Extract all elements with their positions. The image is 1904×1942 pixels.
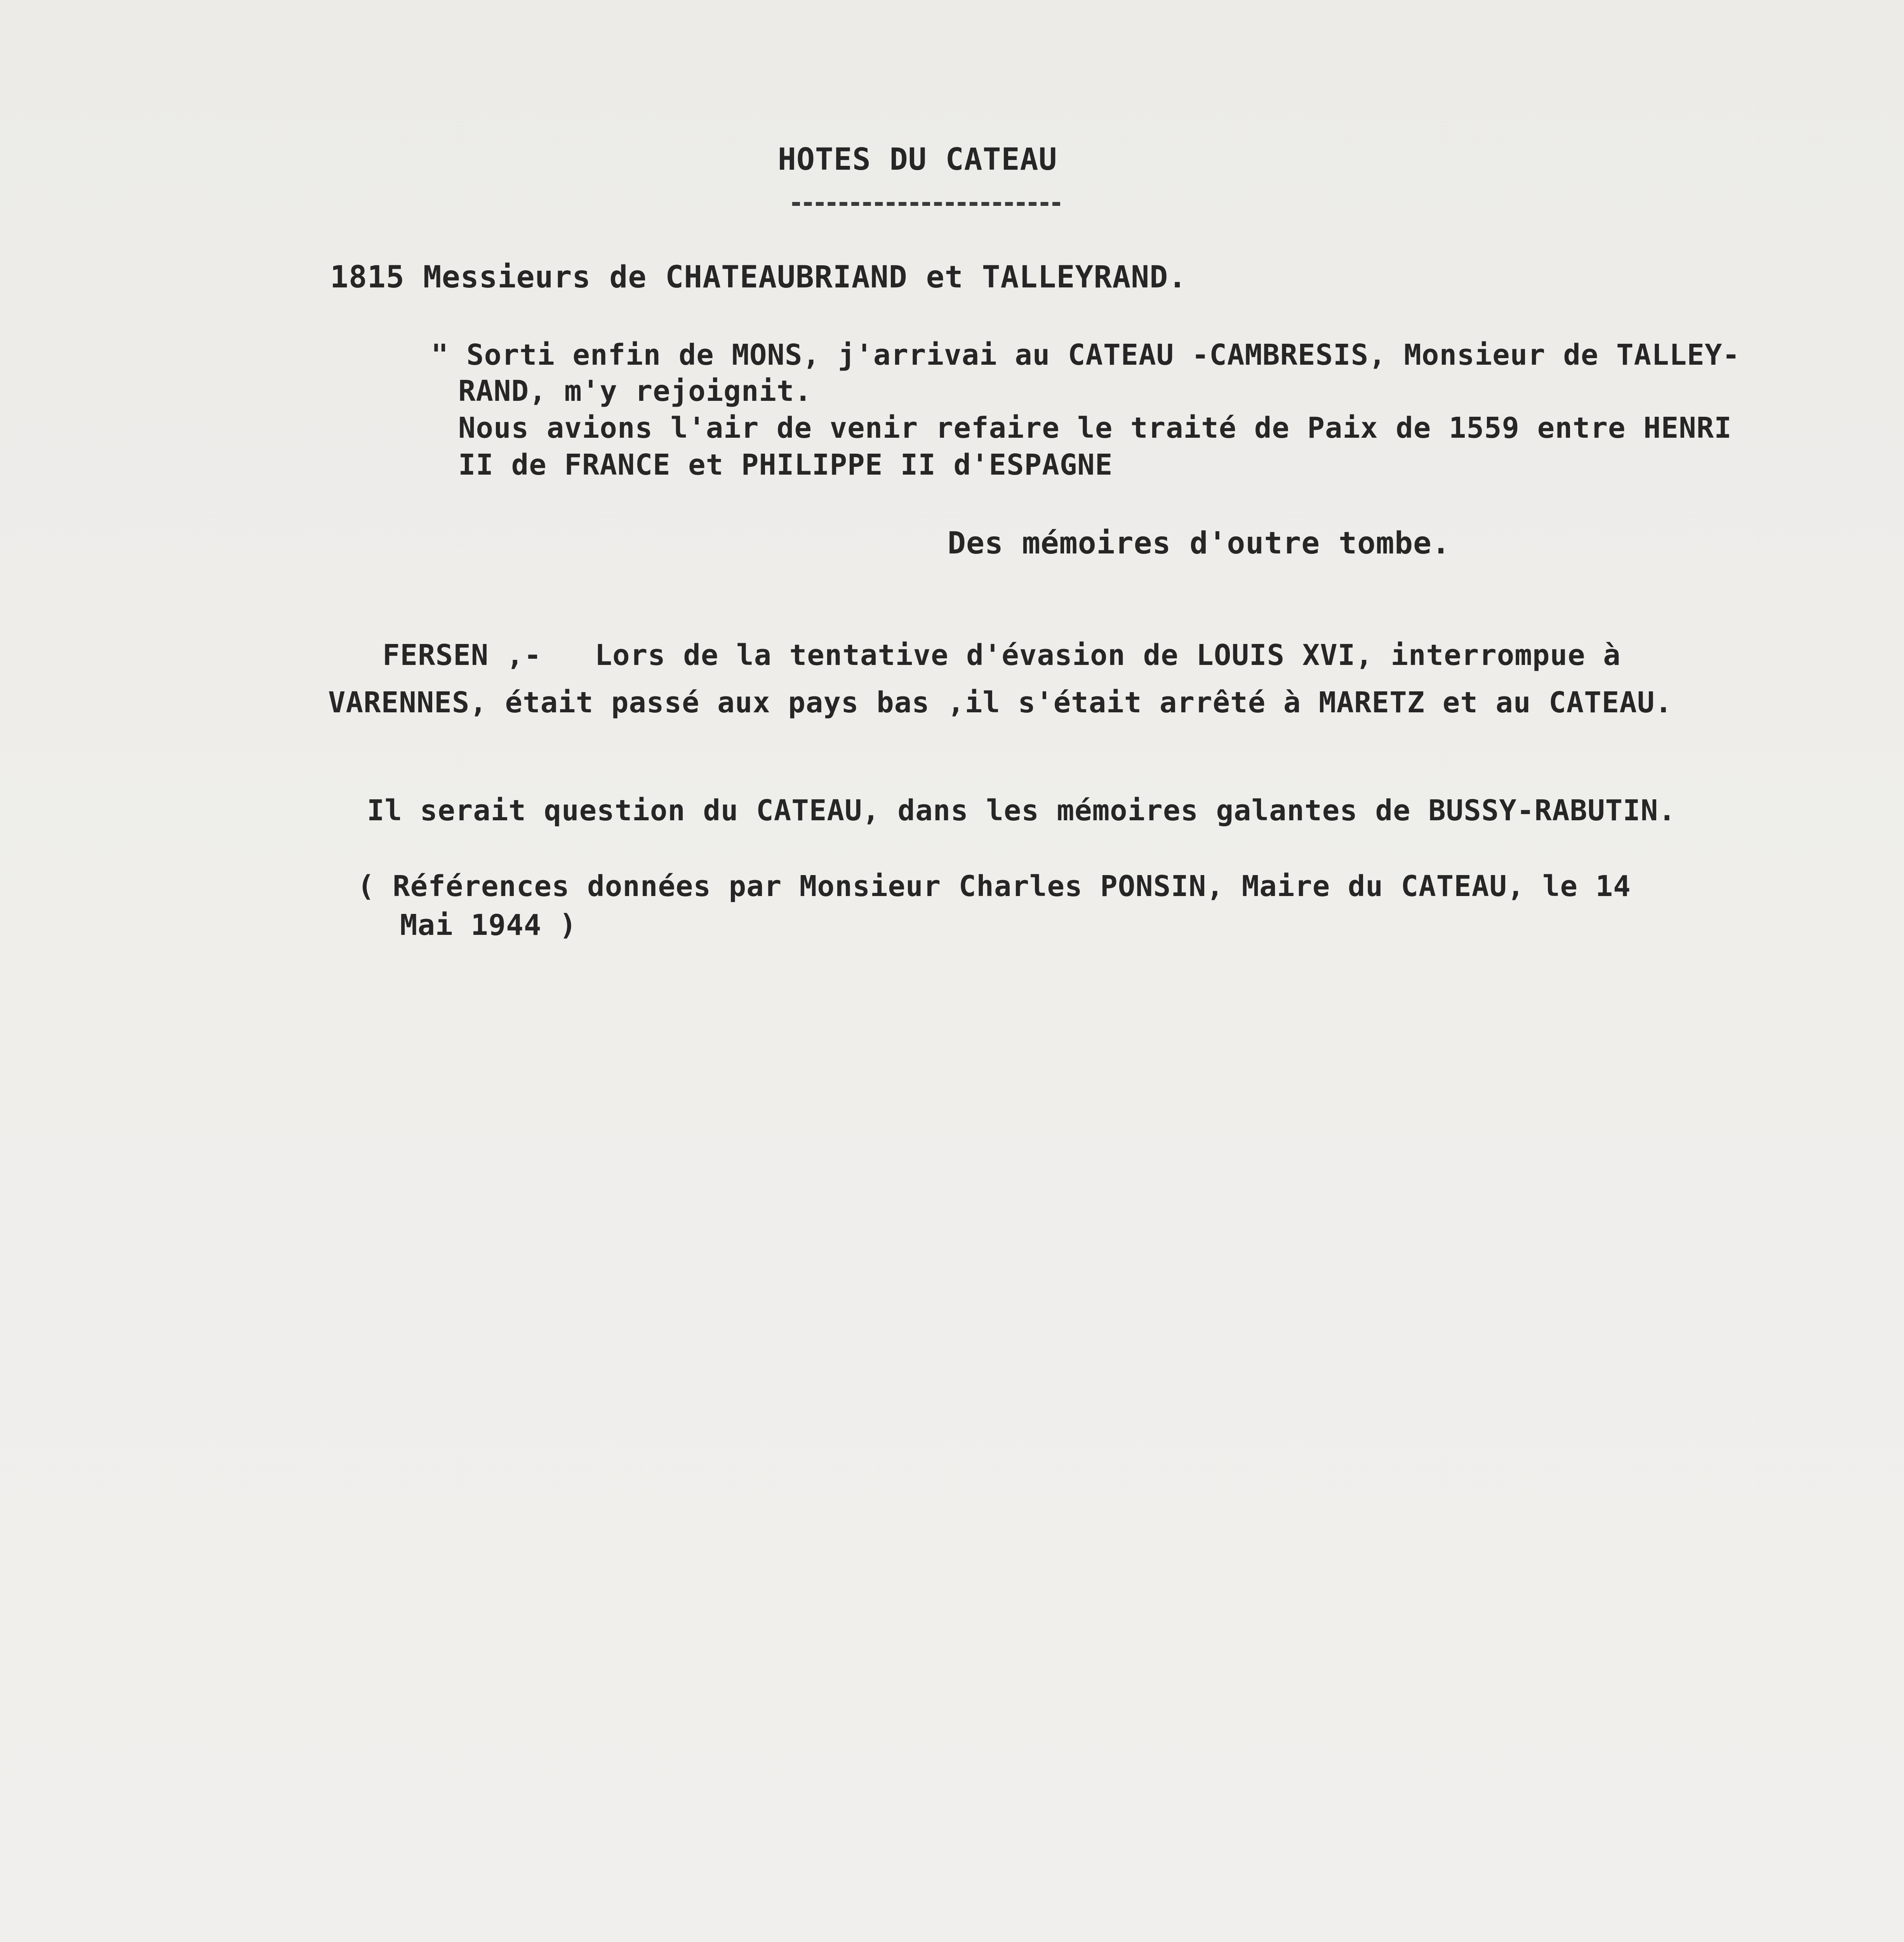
quote-line-1: " Sorti enfin de MONS, j'arrivai au CATEAU -CAMBRESIS, Monsieur de TALLEY-	[431, 338, 1740, 372]
title-underline	[792, 202, 1060, 206]
heading-1815: 1815 Messieurs de CHATEAUBRIAND et TALLEYRAND.	[330, 260, 1187, 295]
document-title: HOTES DU CATEAU	[778, 142, 1057, 177]
bussy-line: Il serait question du CATEAU, dans les mémoires galantes de BUSSY-RABUTIN.	[367, 794, 1676, 827]
quote-line-2: RAND, m'y rejoignit.	[458, 374, 812, 408]
fersen-line-2: VARENNES, était passé aux pays bas ,il s'était arrêté à MARETZ et au CATEAU.	[328, 686, 1673, 719]
quote-source: Des mémoires d'outre tombe.	[948, 526, 1450, 561]
references-line-1: ( Références données par Monsieur Charles PONSIN, Maire du CATEAU, le 14	[357, 870, 1631, 903]
references-line-2: Mai 1944 )	[400, 908, 577, 942]
quote-line-3: Nous avions l'air de venir refaire le traité de Paix de 1559 entre HENRI	[458, 411, 1732, 445]
quote-line-4: II de FRANCE et PHILIPPE II d'ESPAGNE	[458, 448, 1113, 482]
fersen-line-1: FERSEN ,- Lors de la tentative d'évasion de LOUIS XVI, interrompue à	[383, 639, 1621, 672]
